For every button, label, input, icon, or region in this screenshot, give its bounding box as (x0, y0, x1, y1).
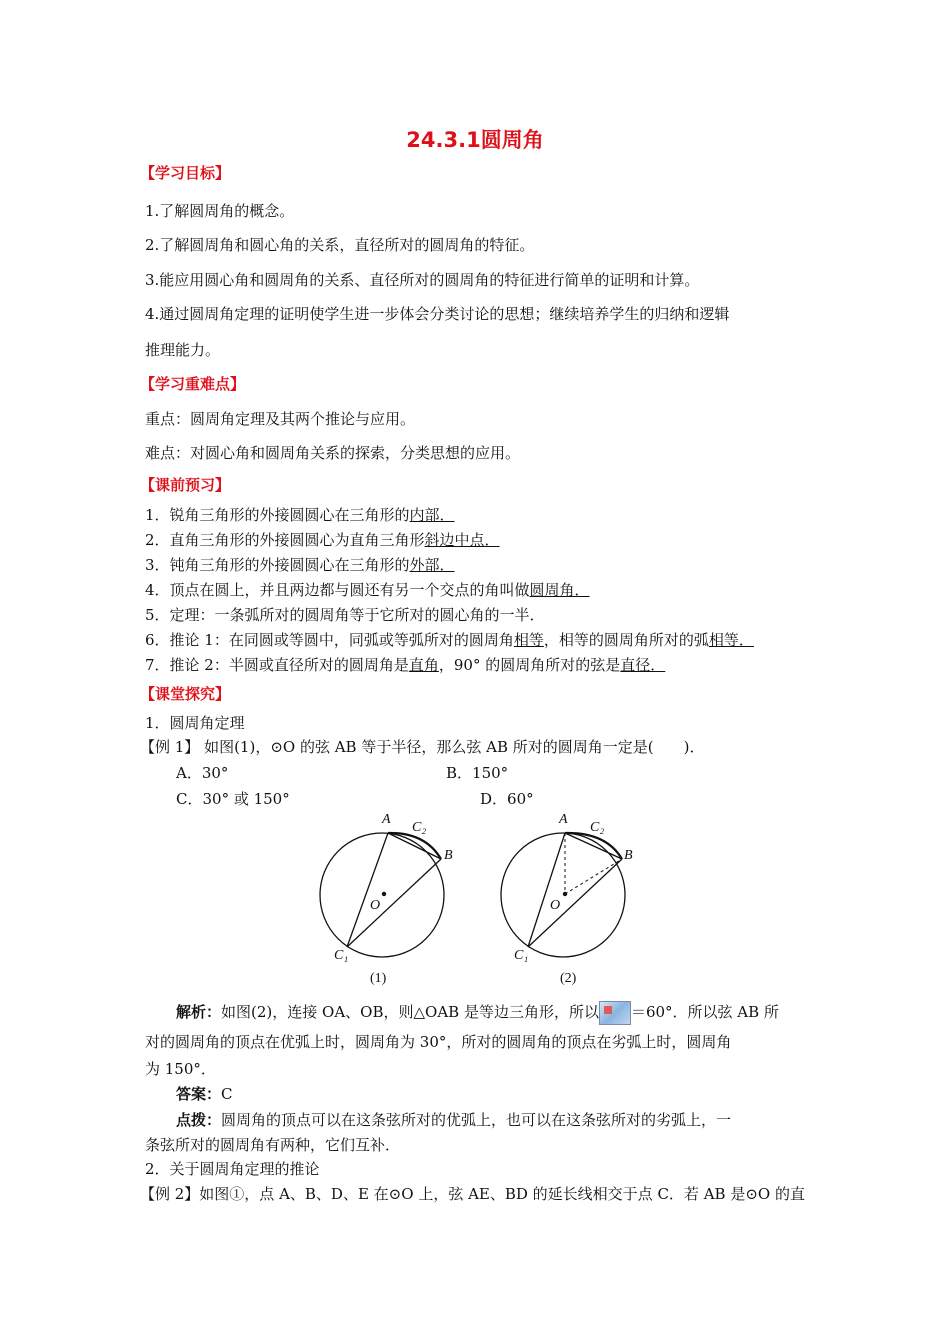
goal-item: 推理能力。 (145, 341, 221, 359)
analysis-text: ＝60°．所以弦 AB 所 (630, 1003, 779, 1021)
section-heading-preview: 【课前预习】 (140, 476, 231, 494)
point-o-label: O (370, 898, 381, 913)
section-heading-explore: 【课堂探究】 (140, 685, 231, 703)
example-2-question: 【例 2】如图①，点 A、B、D、E 在⊙O 上，弦 AE、BD 的延长线相交于点 C．若 AB 是⊙O 的直 (140, 1185, 805, 1203)
option-b: B．150° (446, 764, 509, 782)
preview-text: 6．推论 1：在同圆或等圆中，同弧或等弧所对的圆周角 (145, 631, 514, 649)
preview-item (145, 555, 455, 575)
preview-text: ，90° 的圆周角所对的弦是 (438, 656, 621, 674)
goal-item: 4.通过圆周角定理的证明使学生进一步体会分类讨论的思想；继续培养学生的归纳和逻辑 (145, 305, 730, 323)
preview-item (145, 505, 455, 525)
preview-answer: 内部． (409, 506, 455, 524)
tip-text: 圆周角的顶点可以在这条弦所对的优弧上，也可以在这条弦所对的劣弧上，一 (221, 1111, 732, 1129)
preview-text: 2．直角三角形的外接圆圆心为直角三角形 (145, 531, 425, 549)
figure-2 (501, 833, 625, 957)
tip-line: 条弦所对的圆周角有两种，它们互补． (145, 1136, 401, 1154)
preview-text: 4．顶点在圆上，并且两边都与圆还有另一个交点的角叫做 (145, 581, 530, 599)
analysis-line: 对的圆周角的顶点在优弧上时，圆周角为 30°，所对的圆周角的顶点在劣弧上时，圆周角 (145, 1033, 732, 1051)
point-c2-label: C₂ (590, 820, 605, 835)
figure-2-caption: (2) (560, 971, 577, 986)
figure-1 (320, 833, 444, 957)
preview-text: 3．钝角三角形的外接圆圆心在三角形的 (145, 556, 410, 574)
example-1-figures (300, 810, 660, 999)
option-d: D．60° (480, 790, 534, 808)
key-point: 难点：对圆心角和圆周角关系的探索，分类思想的应用。 (145, 444, 521, 462)
answer-line (176, 1084, 233, 1104)
preview-answer: 圆周角． (529, 581, 590, 599)
answer-label: 答案： (176, 1085, 222, 1103)
tip-line (176, 1110, 731, 1130)
goal-item: 1.了解圆周角的概念。 (145, 202, 295, 220)
point-a-label: A (382, 812, 391, 827)
subsection-heading: 1．圆周角定理 (145, 714, 245, 732)
preview-item: 5．定理：一条弧所对的圆周角等于它所对的圆心角的一半． (145, 606, 545, 624)
option-c: C．30° 或 150° (176, 790, 290, 808)
circle-diagrams (300, 810, 660, 995)
option-a: A．30° (176, 764, 229, 782)
preview-answer: 外部． (409, 556, 455, 574)
preview-text: ，相等的圆周角所对的弧 (543, 631, 709, 649)
tip-label: 点拨： (176, 1111, 222, 1129)
analysis-label: 解析： (176, 1003, 222, 1021)
preview-text: 7．推论 2：半圆或直径所对的圆周角是 (145, 656, 409, 674)
goal-item: 3.能应用圆心角和圆周角的关系、直径所对的圆周角的特征进行简单的证明和计算。 (145, 271, 700, 289)
point-b-label: B (444, 848, 453, 863)
preview-answer: 直径． (620, 656, 666, 674)
figure-1-caption: (1) (370, 971, 387, 986)
section-heading-key: 【学习重难点】 (140, 375, 246, 393)
analysis-line (176, 1001, 779, 1025)
subsection-heading: 2．关于圆周角定理的推论 (145, 1160, 320, 1178)
point-b-label: B (624, 848, 633, 863)
preview-answer: 相等． (708, 631, 754, 649)
preview-text: 1．锐角三角形的外接圆圆心在三角形的 (145, 506, 410, 524)
point-c1-label: C₁ (334, 948, 349, 963)
example-1-question: 【例 1】 如图(1)，⊙O 的弦 AB 等于半径，那么弦 AB 所对的圆周角一定是( )． (140, 738, 705, 756)
answer-value: C (221, 1085, 233, 1103)
preview-answer: 直角 (408, 656, 439, 674)
point-a-label: A (559, 812, 568, 827)
preview-item (145, 530, 500, 550)
point-o-label: O (550, 898, 561, 913)
preview-item (145, 630, 754, 650)
page-title: 24.3.1圆周角 (406, 128, 544, 152)
preview-answer: 相等 (513, 631, 544, 649)
goal-item: 2.了解圆周角和圆心角的关系，直径所对的圆周角的特征。 (145, 236, 535, 254)
preview-item (145, 580, 590, 600)
point-c2-label: C₂ (412, 820, 427, 835)
section-heading-goals: 【学习目标】 (140, 164, 231, 182)
angle-image-icon (599, 1001, 631, 1025)
analysis-text: 如图(2)，连接 OA、OB，则△OAB 是等边三角形，所以 (221, 1003, 599, 1021)
preview-item (145, 655, 665, 675)
point-c1-label: C₁ (514, 948, 529, 963)
key-point: 重点：圆周角定理及其两个推论与应用。 (145, 410, 416, 428)
preview-answer: 斜边中点． (424, 531, 500, 549)
analysis-line: 为 150°． (145, 1060, 216, 1078)
